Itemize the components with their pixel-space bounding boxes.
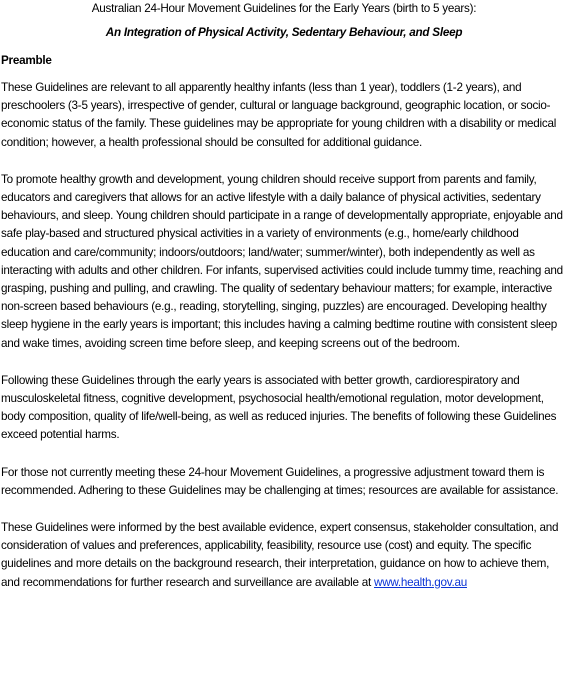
paragraph-evidence <box>1 519 567 592</box>
paragraph-healthy-growth: To promote healthy growth and development, young children should receive support from parents and family, educators and caregivers that allows for an active lifestyle with a daily balance of physical activities, sedentary behaviours, and sleep. Young children should participate in a range of developmentally appropriate, enjoyable and safe play-based and structured physical activities in a variety of environments (e.g., home/early childhood education and care/community; indoors/outdoors; land/water; summer/winter), both independently as well as interacting with adults and other children. For infants, supervised activities could include tummy time, reaching and grasping, pushing and pulling, and crawling. The quality of sedentary behaviour matters; for example, interactive non-screen based behaviours (e.g., reading, storytelling, singing, puzzles) are encouraged. Developing healthy sleep hygiene in the early years is important; this includes having a calming bedtime routine with consistent sleep and wake times, avoiding screen time before sleep, and keeping screens out of the bedroom. <box>1 172 563 350</box>
paragraph-progressive-adjustment: For those not currently meeting these 24-hour Movement Guidelines, a progressive adjustment toward them is recommended. Adhering to these Guidelines may be challenging at times; resources are available for assistance. <box>1 465 559 497</box>
document-title: Australian 24-Hour Movement Guidelines for the Early Years (birth to 5 years): <box>91 2 477 15</box>
section-heading-preamble: Preamble <box>1 54 52 67</box>
health-gov-link[interactable]: www.health.gov.au <box>374 575 467 589</box>
paragraph-scope: These Guidelines are relevant to all apparently healthy infants (less than 1 year), toddlers (1-2 years), and preschoolers (3-5 years), irrespective of gender, cultural or language background, geographic location, or socio-economic status of the family. These guidelines may be appropriate for young children with a disability or medical condition; however, a health professional should be consulted for additional guidance. <box>1 81 557 149</box>
paragraph-benefits: Following these Guidelines through the early years is associated with better growth, cardiorespiratory and musculoskeletal fitness, cognitive development, psychosocial health/emotional regulation, motor development, body composition, quality of life/well-being, as well as reduced injuries. The benefits of following these Guidelines exceed potential harms. <box>1 373 557 442</box>
document-subtitle: An Integration of Physical Activity, Sedentary Behaviour, and Sleep <box>105 26 463 39</box>
paragraph-evidence-text: These Guidelines were informed by the best available evidence, expert consensus, stakeholder consultation, and consideration of values and preferences, applicability, feasibility, resource use (cost) and equity. The specific guidelines and more details on the background research, their interpretation, guidance on how to achieve them, and recommendations for further research and surveillance are available at <box>1 521 559 589</box>
